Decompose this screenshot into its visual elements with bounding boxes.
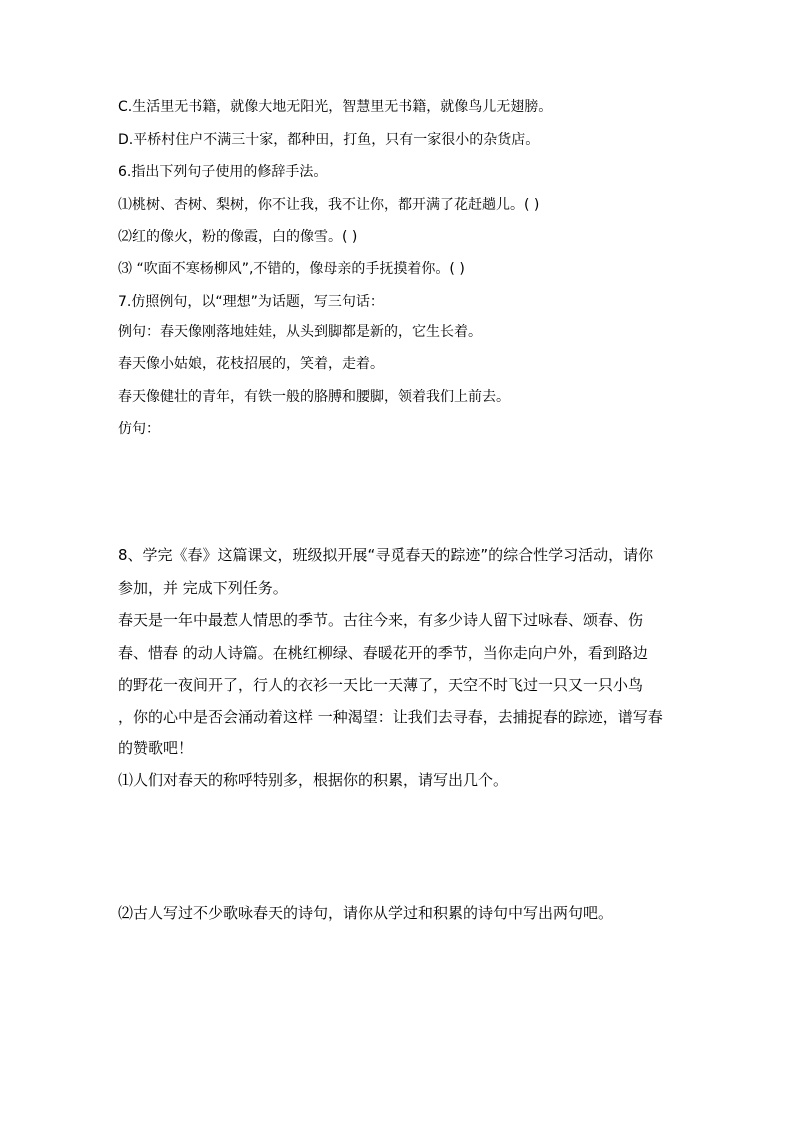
example-sentence-2: 春天像小姑娘，花枝招展的，笑着，走着。: [118, 356, 384, 372]
passage-line-4: ，你的心中是否会涌动着这样 一种渴望：让我们去寻春，去捕捉春的踪迹，谱写春: [118, 708, 663, 726]
question-6-item-3: ⑶ “吹面不寒杨柳风”,不错的，像母亲的手抚摸着你。( ): [118, 261, 465, 277]
example-sentence-3: 春天像健壮的青年，有铁一般的胳膊和腰脚，领着我们上前去。: [118, 389, 510, 405]
passage-line-5: 的赞歌吧！: [118, 739, 194, 757]
question-7: 7.仿照例句，以“理想”为话题，写三句话：: [118, 294, 384, 310]
imitation-label: 仿句：: [118, 421, 160, 437]
passage-line-2: 春、惜春 的动人诗篇。在桃红柳绿、春暖花开的季节，当你走向户外，看到路边: [118, 644, 648, 662]
question-6-item-2: ⑵红的像火，粉的像霞，白的像雪。( ): [118, 229, 358, 245]
option-c: C.生活里无书籍，就像大地无阳光，智慧里无书籍，就像鸟儿无翅膀。: [118, 99, 553, 115]
question-8-line-1: 8、学完《春》这篇课文，班级拟开展“寻觅春天的踪迹”的综合性学习活动，请你: [118, 546, 654, 564]
question-8-line-2: 参加，并 完成下列任务。: [118, 579, 288, 597]
passage-line-3: 的野花一夜间开了，行人的衣衫一天比一天薄了，天空不时飞过一只又一只小鸟: [118, 676, 644, 694]
example-sentence-1: 例句：春天像刚落地娃娃，从头到脚都是新的，它生长着。: [118, 324, 482, 340]
option-d: D.平桥村住户不满三十家，都种田，打鱼，只有一家很小的杂货店。: [118, 132, 540, 148]
subquestion-2: ⑵古人写过不少歌咏春天的诗句，请你从学过和积累的诗句中写出两句吧。: [118, 904, 614, 922]
passage-line-1: 春天是一年中最惹人情思的季节。古往今来，有多少诗人留下过咏春、颂春、伤: [118, 611, 644, 629]
question-6-item-1: ⑴桃树、杏树、梨树，你不让我，我不让你，都开满了花赶趟儿。( ): [118, 197, 540, 213]
question-6: 6.指出下列句子使用的修辞手法。: [118, 164, 328, 180]
subquestion-1: ⑴人们对春天的称呼特别多，根据你的积累，请写出几个。: [118, 771, 509, 789]
